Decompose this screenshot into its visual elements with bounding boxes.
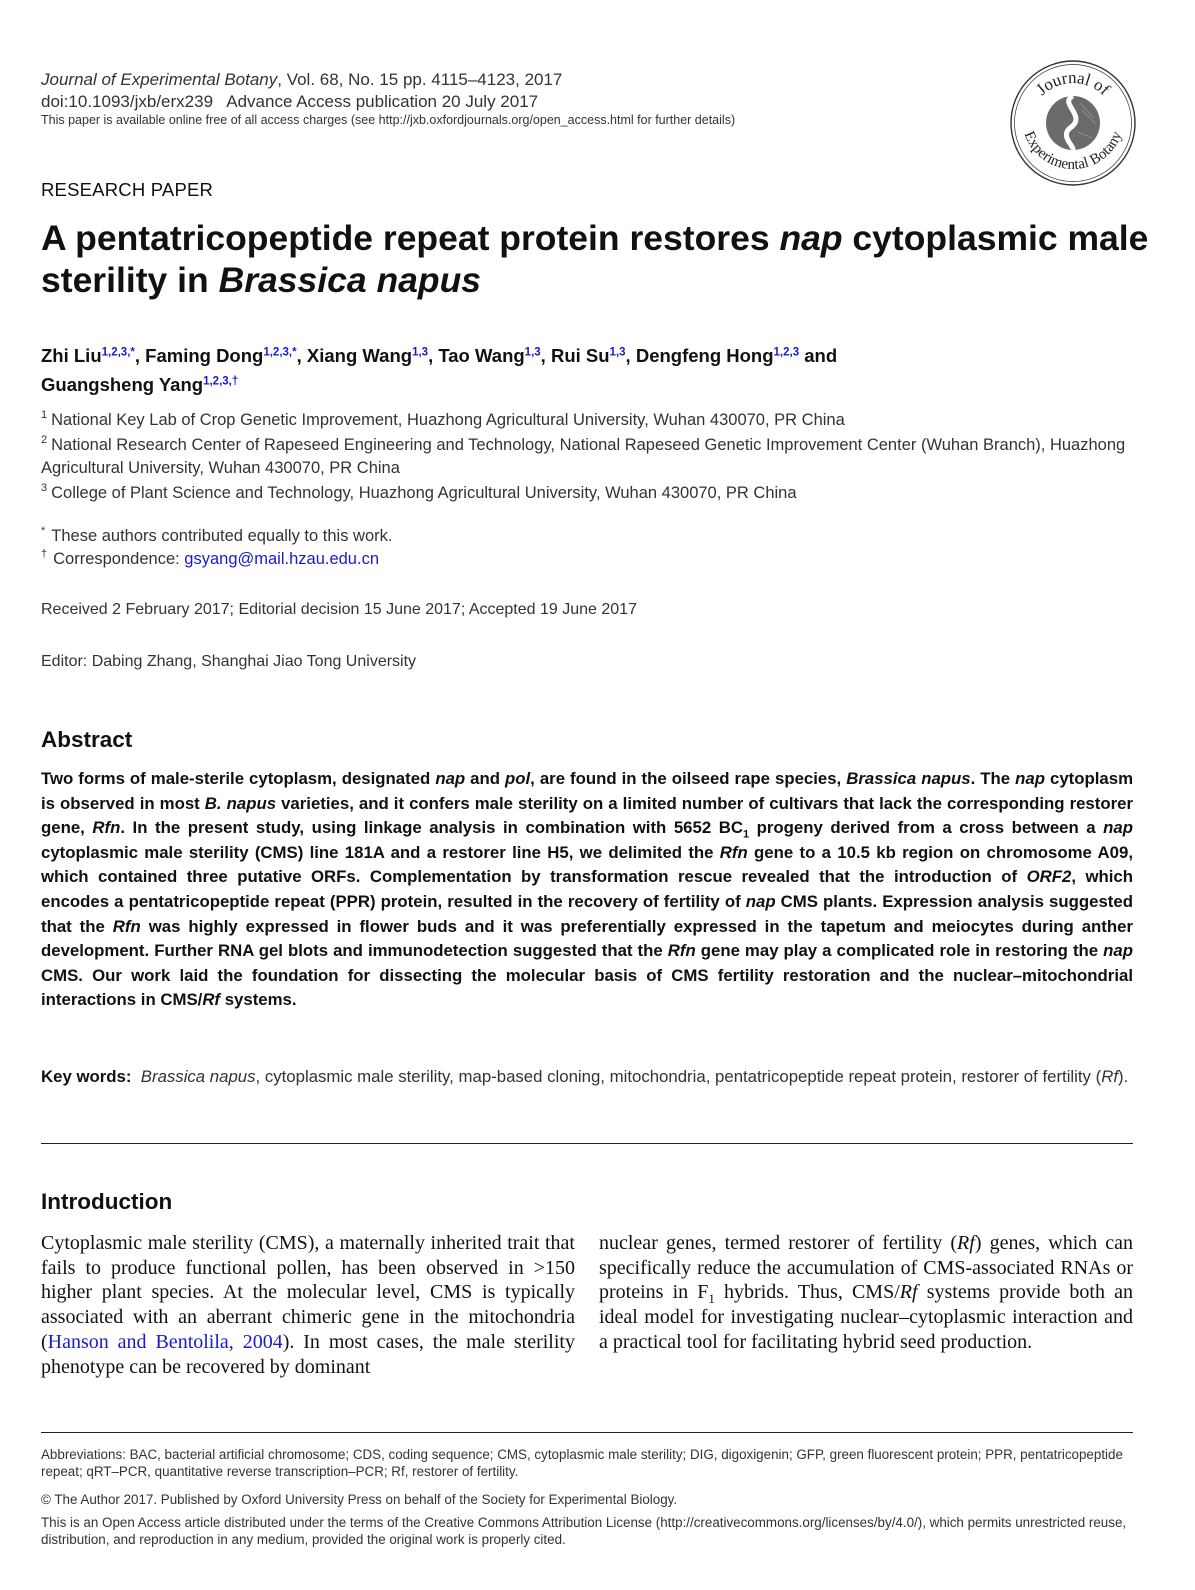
journal-logo <box>1008 58 1138 188</box>
author-name: Rui Su <box>550 345 610 366</box>
author-affil-link[interactable]: 1,2,3,* <box>101 346 135 359</box>
author-affil-link[interactable]: 1,2,3 <box>773 346 800 359</box>
author-name: Xiang Wang <box>306 345 413 366</box>
author-list: Zhi Liu$^{1,2,3,*}$, Faming Dong$^{1,2,3,*}$, Xiang Wang$^{1,3}$, Tao Wang$^{1,3}$, Rui Su$^{1,3}$, Dengfeng Hong$^{1,2,3}$ and Guangsheng Yang$^{1,2,3,\dagger}$ <box>41 345 838 395</box>
introduction-heading: Introduction <box>41 1189 173 1214</box>
correspondence-note: † Correspondence: gsyang@mail.hzau.edu.cn <box>41 548 379 568</box>
affiliations <box>41 409 1141 505</box>
author-name: Zhi Liu <box>41 345 102 366</box>
abstract-heading: Abstract <box>41 727 133 752</box>
article-title: A pentatricopeptide repeat protein restores nap cytoplasmic male sterility in Brassica napus <box>41 218 1149 300</box>
equal-contribution-note: * These authors contributed equally to this work. <box>41 525 393 545</box>
access-note: This paper is available online free of all access charges (see http://jxb.oxfordjournals.org/open_access.html for further details) <box>41 113 736 127</box>
editor-line: Editor: Dabing Zhang, Shanghai Jiao Tong University <box>41 653 417 670</box>
abbreviations: Abbreviations: BAC, bacterial artificial chromosome; CDS, coding sequence; CMS, cytoplasmic male sterility; DIG, digoxigenin; GFP, green fluorescent protein; PPR, pentatricopeptide repeat; qRT–PCR, quantitative reverse transcription–PCR; Rf, restorer of fertility. <box>41 1447 1123 1479</box>
affiliation: $^2$ National Research Center of Rapeseed Engineering and Technology, National Rapeseed Genetic Improvement Center (Wuhan Branch), Huazhong Agricultural University, Wuhan 430070, PR China <box>41 434 1126 477</box>
journal-volume: , Vol. 68, No. 15 pp. 4115–4123, 2017 <box>277 70 563 89</box>
doi-line: doi:10.1093/jxb/erx239 Advance Access publication 20 July 2017 <box>41 92 539 111</box>
logo-text-top: Journal of <box>1032 67 1114 99</box>
journal-name: Journal of Experimental Botany <box>41 70 278 89</box>
article-type: RESEARCH PAPER <box>41 179 214 200</box>
footer-divider <box>41 1432 1133 1433</box>
author-affil-link[interactable]: 1,3 <box>609 346 626 359</box>
affiliation: $^1$ National Key Lab of Crop Genetic Improvement, Huazhong Agricultural University, Wuhan 430070, PR China <box>41 409 845 429</box>
abstract-text: Two forms of male-sterile cytoplasm, designated nap and pol, are found in the oilseed rape species, Brassica napus. The nap cytoplasm is observed in most B. napus varieties, and it confers male sterility on a limited number of cultivars that lack the corresponding restorer gene, Rfn. In the present study, using linkage analysis in combination with 5652 $BC_1$ progeny derived from a cross between a nap cytoplasmic male sterility (CMS) line 181A and a restorer line H5, we delimited the Rfn gene to a 10.5 kb region on chromosome A09, which contained three putative ORFs. Complementation by transformation rescue revealed that the introduction of ORF2, which encodes a pentatricopeptide repeat (PPR) protein, resulted in the recovery of fertility of nap CMS plants. Expression analysis suggested that the Rfn was highly expressed in flower buds and it was preferentially expressed in the tapetum and meiocytes during anther development. Further RNA gel blots and immunodetection suggested that the Rfn gene may play a complicated role in restoring the nap CMS. Our work laid the foundation for dissecting the molecular basis of CMS fertility restoration and the nuclear–mitochondrial interactions in CMS/Rf systems. <box>41 769 1134 1010</box>
author-affil-link[interactable]: 1,3 <box>524 346 541 359</box>
journal-header <box>41 69 735 128</box>
author-affil-link[interactable]: 1,2,3,† <box>203 375 239 388</box>
copyright: © The Author 2017. Published by Oxford University Press on behalf of the Society for Experimental Biology. <box>41 1492 678 1507</box>
author-affil-link[interactable]: 1,2,3,* <box>263 346 297 359</box>
license-note: This is an Open Access article distributed under the terms of the Creative Commons Attribution License (http://creativecommons.org/licenses/by/4.0/), which permits unrestricted reuse, distribution, and reproduction in any medium, provided the original work is properly cited. <box>41 1515 1127 1547</box>
correspondence-email-link[interactable]: gsyang@mail.hzau.edu.cn <box>184 550 379 568</box>
affiliation: $^3$ College of Plant Science and Technology, Huazhong Agricultural University, Wuhan 430070, PR China <box>41 482 797 502</box>
author-name: Guangsheng Yang <box>41 374 204 395</box>
author-name: Dengfeng Hong <box>635 345 774 366</box>
keywords-label: Key words: <box>41 1067 132 1086</box>
author-name: Tao Wang <box>438 345 525 366</box>
divider <box>41 1143 1133 1144</box>
article-dates: Received 2 February 2017; Editorial decision 15 June 2017; Accepted 19 June 2017 <box>41 601 637 618</box>
author-notes <box>41 525 392 571</box>
intro-column-left: Cytoplasmic male sterility (CMS), a maternally inherited trait that fails to produce functional pollen, has been observed in >150 higher plant species. At the molecular level, CMS is typically associated with an aberrant chimeric gene in the mitochondria (Hanson and Bentolila, 2004). In most cases, the male sterility phenotype can be recovered by dominant <box>41 1232 575 1378</box>
author-name: Faming Dong <box>145 345 264 366</box>
intro-column-right: nuclear genes, termed restorer of fertility (Rf) genes, which can specifically reduce the accumulation of CMS-associated RNAs or proteins in $F_1$ hybrids. Thus, CMS/Rf systems provide both an ideal model for investigating nuclear–cytoplasmic interaction and a practical tool for facilitating hybrid seed production. <box>599 1232 1134 1353</box>
svg-text:Journal of <box>1032 68 1114 99</box>
logo-text-bottom: Experimental Botany <box>1020 129 1126 174</box>
keywords: Key words: Brassica napus, cytoplasmic male sterility, map-based cloning, mitochondria, pentatricopeptide repeat protein, restorer of fertility (Rf). <box>41 1067 1129 1086</box>
citation-link[interactable]: Hanson and Bentolila, 2004 <box>47 1330 283 1353</box>
author-affil-link[interactable]: 1,3 <box>412 346 429 359</box>
